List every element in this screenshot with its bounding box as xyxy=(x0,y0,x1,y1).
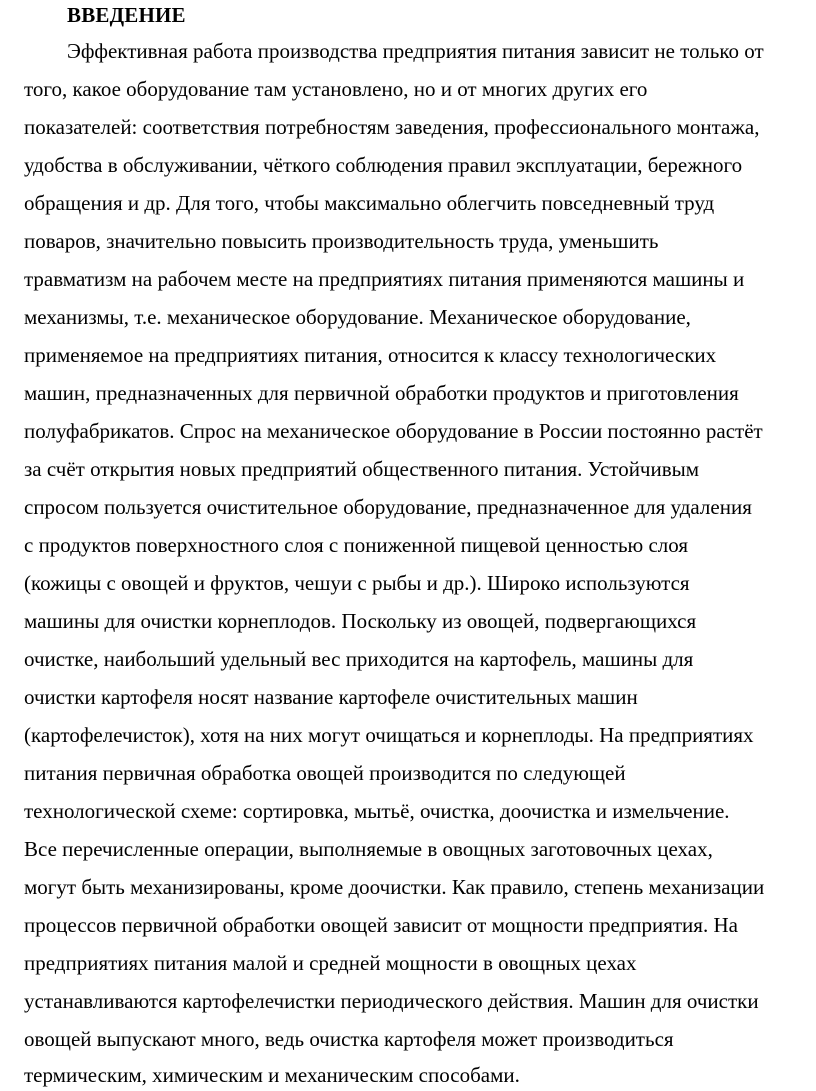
paragraph-line: применяемое на предприятиях питания, относится к классу технологических xyxy=(24,343,717,367)
paragraph-line: за счёт открытия новых предприятий общественного питания. Устойчивым xyxy=(24,457,700,481)
paragraph-line: технологической схеме: сортировка, мытьё, очистка, доочистка и измельчение. xyxy=(24,799,730,823)
paragraph-line: (кожицы с овощей и фруктов, чешуи с рыбы и др.). Широко используются xyxy=(24,571,690,595)
paragraph-line: травматизм на рабочем месте на предприятиях питания применяются машины и xyxy=(24,267,745,291)
paragraph-line: термическим, химическим и механическим способами. xyxy=(24,1063,520,1087)
paragraph-line: механизмы, т.е. механическое оборудование. Механическое оборудование, xyxy=(24,305,691,329)
paragraph-line: (картофелечисток), хотя на них могут очищаться и корнеплоды. На предприятиях xyxy=(24,723,754,747)
paragraph-line: поваров, значительно повысить производительность труда, уменьшить xyxy=(24,229,659,253)
paragraph-line: удобства в обслуживании, чёткого соблюдения правил эксплуатации, бережного xyxy=(24,153,743,177)
paragraph-line: с продуктов поверхностного слоя с пониженной пищевой ценностью слоя xyxy=(24,533,689,557)
paragraph-line: очистки картофеля носят название картофеле очистительных машин xyxy=(24,685,638,709)
paragraph-line: машины для очистки корнеплодов. Поскольку из овощей, подвергающихся xyxy=(24,609,697,633)
paragraph-line: Эффективная работа производства предприятия питания зависит не только от xyxy=(67,39,764,63)
paragraph-line: Все перечисленные операции, выполняемые в овощных заготовочных цехах, xyxy=(24,837,713,861)
paragraph-line: овощей выпускают много, ведь очистка картофеля может производиться xyxy=(24,1027,674,1051)
paragraph-line: предприятиях питания малой и средней мощности в овощных цехах xyxy=(24,951,637,975)
paragraph-line: машин, предназначенных для первичной обработки продуктов и приготовления xyxy=(24,381,739,405)
paragraph-line: питания первичная обработка овощей производится по следующей xyxy=(24,761,626,785)
paragraph-line: показателей: соответствия потребностям заведения, профессионального монтажа, xyxy=(24,115,760,139)
paragraph-line: спросом пользуется очистительное оборудование, предназначенное для удаления xyxy=(24,495,752,519)
paragraph-line: обращения и др. Для того, чтобы максимально облегчить повседневный труд xyxy=(24,191,715,215)
paragraph-line: устанавливаются картофелечистки периодического действия. Машин для очистки xyxy=(24,989,759,1013)
paragraph-line: могут быть механизированы, кроме доочистки. Как правило, степень механизации xyxy=(24,875,765,899)
document-heading: ВВЕДЕНИЕ xyxy=(67,3,186,27)
paragraph-line: очистке, наибольший удельный вес приходится на картофель, машины для xyxy=(24,647,694,671)
paragraph-line: того, какое оборудование там установлено, но и от многих других его xyxy=(24,77,648,101)
paragraph-line: процессов первичной обработки овощей зависит от мощности предприятия. На xyxy=(24,913,738,937)
paragraph-line: полуфабрикатов. Спрос на механическое оборудование в России постоянно растёт xyxy=(24,419,763,443)
